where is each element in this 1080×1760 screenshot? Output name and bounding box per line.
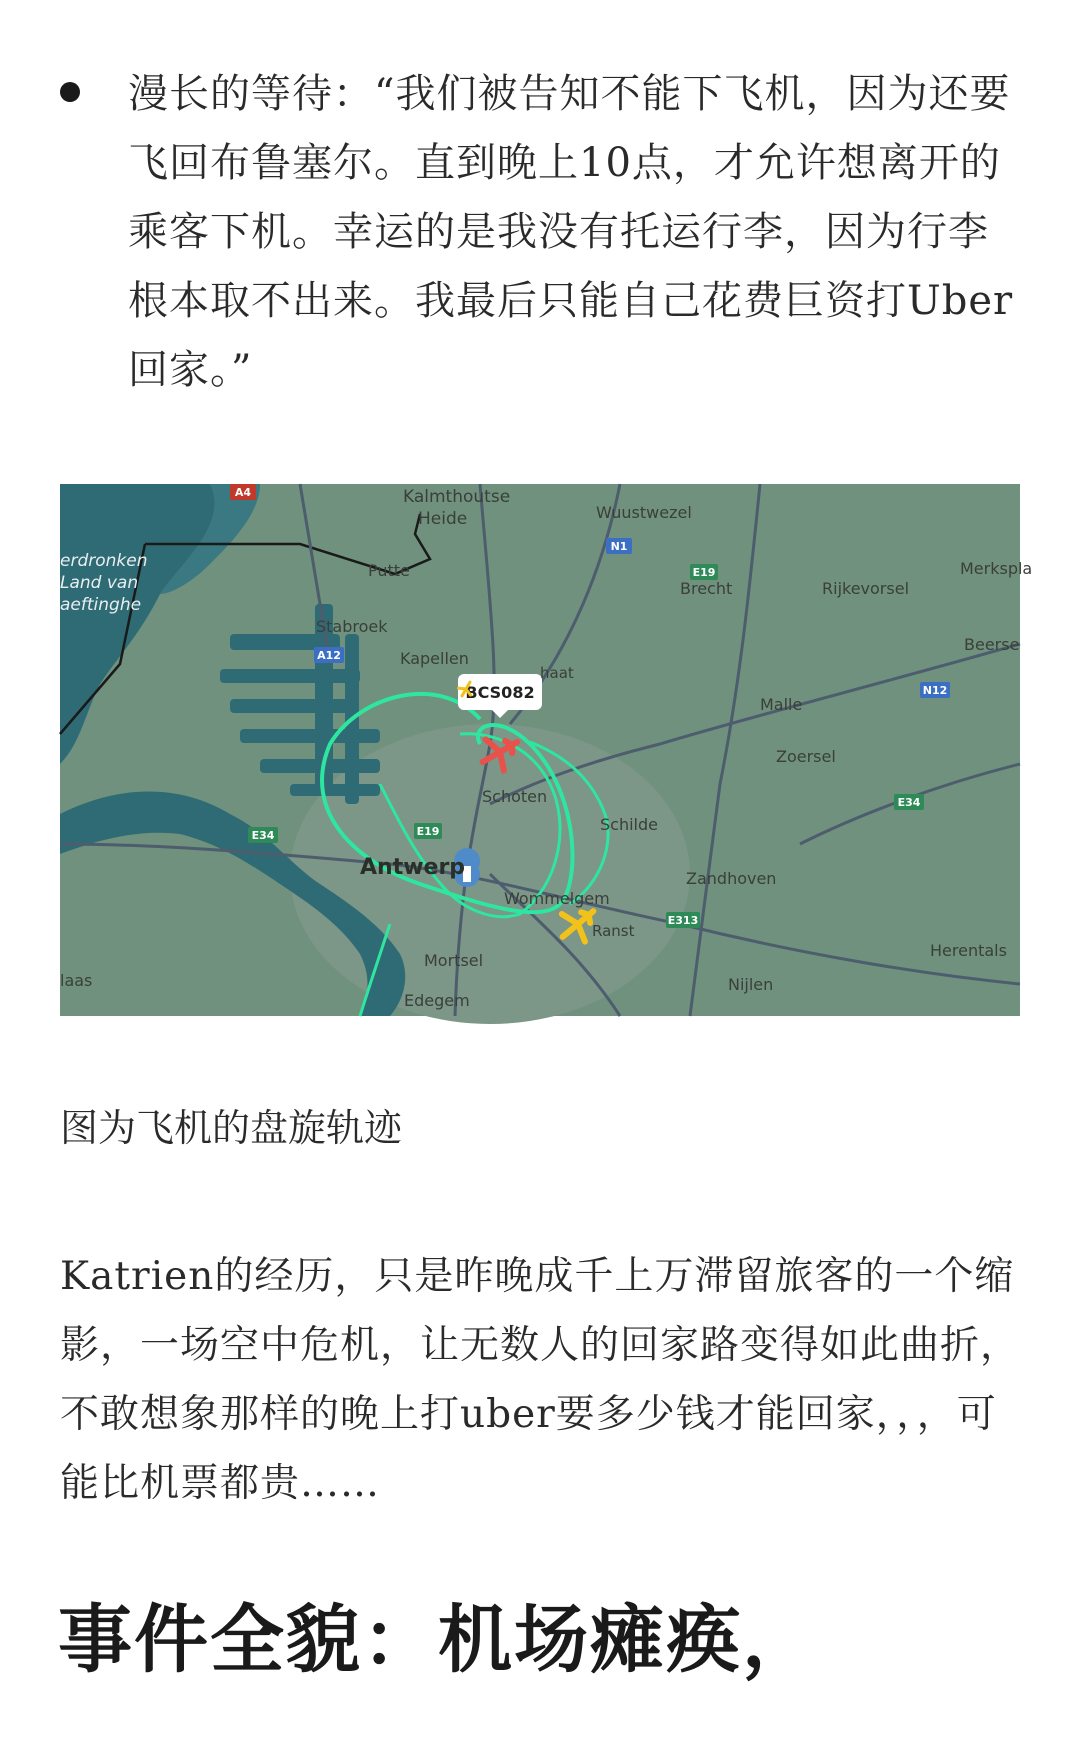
svg-text:E19: E19 <box>692 566 716 579</box>
label-ranst: Ranst <box>592 922 635 940</box>
label-schoten: Schoten <box>482 787 548 806</box>
road-badge-a4 <box>230 484 256 500</box>
label-rijkevorsel: Rijkevorsel <box>822 579 910 598</box>
road-badge-e34-west <box>248 827 278 843</box>
label-verdronken-3: aeftinghe <box>60 595 142 615</box>
svg-text:N1: N1 <box>610 540 628 553</box>
label-verdronken-2: Land van <box>60 573 139 593</box>
label-verdronken-1: erdronken <box>60 551 148 571</box>
label-zandhoven: Zandhoven <box>686 869 777 888</box>
svg-text:A12: A12 <box>317 649 341 662</box>
flight-label-text: BCS082 <box>465 683 535 702</box>
svg-text:E313: E313 <box>667 914 699 927</box>
label-beerse: Beerse <box>964 635 1020 654</box>
road-badge-e34-east <box>894 794 924 810</box>
section-heading: 事件全貌：机场瘫痪， <box>58 1597 818 1683</box>
label-zoersel: Zoersel <box>776 747 836 766</box>
quote-text: 漫长的等待：“我们被告知不能下飞机，因为还要飞回布鲁塞尔。直到晚上10点，才允许想离开的乘客下机。幸运的是我没有托运行李，因为行李根本取不出来。我最后只能自己花费巨资打Uber回家。” <box>128 71 1014 393</box>
label-wuustwezel: Wuustwezel <box>596 503 692 522</box>
label-mortsel: Mortsel <box>424 951 484 970</box>
road-badge-e313 <box>666 912 700 928</box>
label-antwerp: Antwerp <box>360 855 466 880</box>
svg-text:A4: A4 <box>234 486 252 499</box>
road-badge-e19-south <box>414 823 442 839</box>
label-brecht: Brecht <box>680 579 733 598</box>
flight-track-map <box>60 484 1033 1016</box>
road-badge-e19-north <box>690 564 718 580</box>
label-heide: Heide <box>418 509 468 529</box>
label-brasschaat: haat <box>540 664 574 682</box>
label-merksplas: Merkspla <box>960 559 1033 578</box>
road-badge-n12 <box>920 682 950 698</box>
label-malle: Malle <box>760 695 803 714</box>
svg-text:E34: E34 <box>251 829 275 842</box>
svg-text:N12: N12 <box>922 684 948 697</box>
label-herentals: Herentals <box>930 941 1007 960</box>
label-stabroek: Stabroek <box>316 617 388 636</box>
road-badge-a12 <box>314 647 344 663</box>
svg-text:E34: E34 <box>897 796 921 809</box>
label-putte: Putte <box>368 561 410 580</box>
label-nijlen: Nijlen <box>728 975 774 994</box>
label-kapellen: Kapellen <box>400 649 469 668</box>
map-caption: 图为飞机的盘旋轨迹 <box>60 1106 403 1150</box>
body-paragraph: Katrien的经历，只是昨晚成千上万滞留旅客的一个缩影，一场空中危机，让无数人的回家路变得如此曲折，不敢想象那样的晚上打uber要多少钱才能回家，，，可能比机票都贵…… <box>60 1254 1021 1506</box>
svg-text:E19: E19 <box>416 825 440 838</box>
road-badge-n1 <box>606 538 632 554</box>
bullet-icon <box>60 82 80 102</box>
label-schilde: Schilde <box>600 815 658 834</box>
label-wommelgem: Wommelgem <box>504 889 610 908</box>
label-kontich: laas <box>60 971 93 990</box>
label-kalmthoutse: Kalmthoutse <box>403 487 511 507</box>
label-edegem: Edegem <box>404 991 470 1010</box>
